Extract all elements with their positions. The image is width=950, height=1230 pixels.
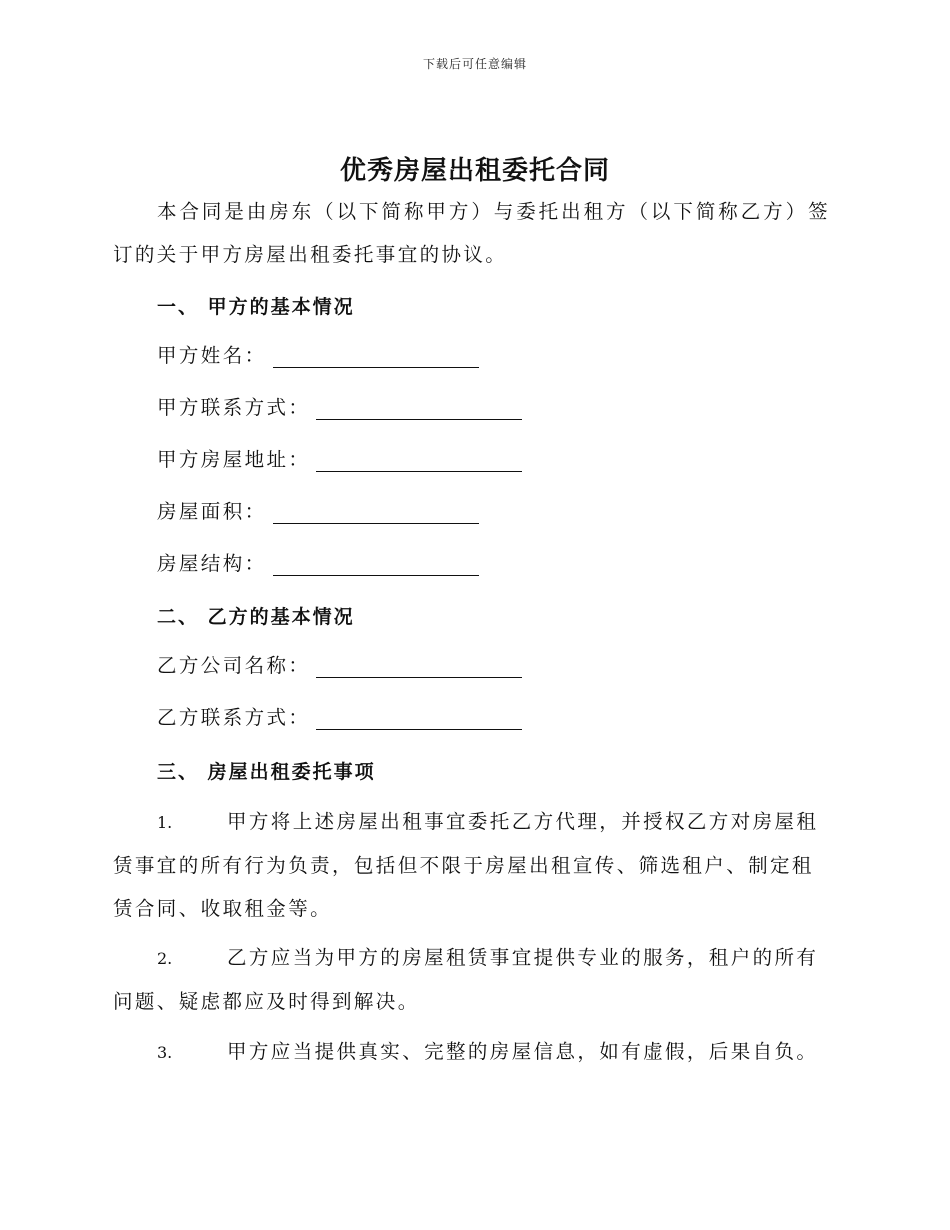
field-party-b-contact xyxy=(157,702,522,730)
fill-in-blank[interactable] xyxy=(273,349,479,368)
field-label: 房屋结构： xyxy=(157,552,267,575)
field-party-a-name xyxy=(157,340,479,368)
field-label: 甲方房屋地址： xyxy=(157,448,311,471)
fill-in-blank[interactable] xyxy=(273,505,479,524)
field-label: 甲方姓名： xyxy=(157,344,267,367)
fill-in-blank[interactable] xyxy=(316,659,522,678)
item-number: 3. xyxy=(157,1043,173,1062)
fill-in-blank[interactable] xyxy=(316,453,522,472)
field-house-area xyxy=(157,496,479,524)
field-label: 房屋面积： xyxy=(157,500,267,523)
list-item xyxy=(113,1030,830,1074)
fill-in-blank[interactable] xyxy=(316,401,522,420)
field-label: 乙方联系方式： xyxy=(157,706,311,729)
field-party-b-company xyxy=(157,650,522,678)
fill-in-blank[interactable] xyxy=(273,557,479,576)
field-party-a-contact xyxy=(157,392,522,420)
item-number: 2. xyxy=(157,949,173,968)
item-text: 乙方应当为甲方的房屋租赁事宜提供专业的服务，租户的所有问题、疑虑都应及时得到解决。 xyxy=(113,946,819,1013)
field-party-a-address xyxy=(157,444,522,472)
item-text: 甲方将上述房屋出租事宜委托乙方代理，并授权乙方对房屋租赁事宜的所有行为负责，包括但不限于房屋出租宣传、筛选租户、制定租赁合同、收取租金等。 xyxy=(113,810,819,920)
list-item xyxy=(113,800,830,930)
section-heading-party-a: 一、 甲方的基本情况 xyxy=(157,296,355,318)
field-label: 甲方联系方式： xyxy=(157,396,311,419)
field-label: 乙方公司名称： xyxy=(157,654,311,677)
field-house-structure xyxy=(157,548,479,576)
document-title: 优秀房屋出租委托合同 xyxy=(339,156,610,186)
item-number: 1. xyxy=(157,813,173,832)
header-note: 下载后可任意编辑 xyxy=(422,57,527,71)
list-item xyxy=(113,936,830,1023)
item-text: 甲方应当提供真实、完整的房屋信息，如有虚假，后果自负。 xyxy=(227,1040,819,1063)
fill-in-blank[interactable] xyxy=(316,711,522,730)
section-heading-entrustment: 三、 房屋出租委托事项 xyxy=(157,761,376,783)
intro-paragraph: 本合同是由房东（以下简称甲方）与委托出租方（以下简称乙方）签订的关于甲方房屋出租委托事宜的协议。 xyxy=(113,200,830,266)
section-heading-party-b: 二、 乙方的基本情况 xyxy=(157,606,355,628)
